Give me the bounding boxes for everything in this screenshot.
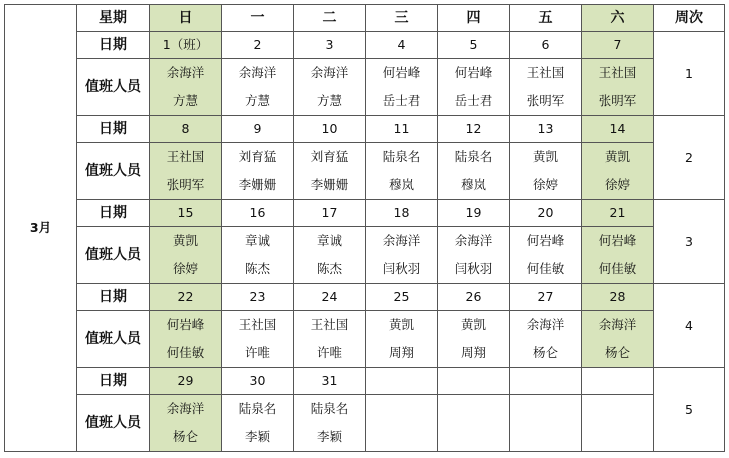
duty-person-primary: 陆泉名 [382, 149, 421, 164]
duty-person-secondary: 周翔 [388, 345, 414, 360]
duty-cell [150, 59, 222, 116]
date-cell: 31 [294, 368, 366, 395]
duty-person-secondary: 何佳敏 [526, 261, 565, 276]
duty-person-primary: 何岩峰 [382, 65, 421, 80]
header-row [5, 5, 725, 32]
date-cell: 7 [582, 32, 654, 59]
date-cell: 25 [366, 284, 438, 311]
duty-cell [438, 227, 510, 284]
date-cell: 14 [582, 116, 654, 143]
duty-cell [438, 311, 510, 368]
duty-cell [222, 395, 294, 452]
date-row [5, 200, 725, 227]
duty-person-secondary: 杨仑 [532, 345, 558, 360]
duty-person-secondary: 徐婷 [604, 177, 630, 192]
week-number-cell: 5 [654, 368, 725, 452]
duty-cell [366, 227, 438, 284]
weekday-header-tue: 二 [294, 5, 366, 32]
duty-person-primary: 王社国 [238, 317, 277, 332]
duty-person-secondary: 张明军 [166, 177, 205, 192]
date-cell: 30 [222, 368, 294, 395]
week-number-cell: 2 [654, 116, 725, 200]
duty-person-primary: 余海洋 [310, 65, 349, 80]
duty-cell [582, 143, 654, 200]
date-cell: 20 [510, 200, 582, 227]
date-cell: 9 [222, 116, 294, 143]
weekday-header-label: 星期 [77, 5, 150, 32]
duty-person-secondary: 李姗姗 [310, 177, 349, 192]
duty-person-secondary: 岳士君 [454, 93, 493, 108]
date-cell: 6 [510, 32, 582, 59]
date-row [5, 32, 725, 59]
date-cell: 24 [294, 284, 366, 311]
duty-person-primary: 王社国 [526, 65, 565, 80]
duty-person-secondary: 许唯 [316, 345, 342, 360]
date-cell: 4 [366, 32, 438, 59]
duty-person-primary: 余海洋 [166, 65, 205, 80]
duty-person-primary: 陆泉名 [238, 401, 277, 416]
duty-cell [294, 311, 366, 368]
date-row [5, 116, 725, 143]
date-cell: 10 [294, 116, 366, 143]
duty-cell [222, 227, 294, 284]
duty-person-secondary: 李姗姗 [238, 177, 277, 192]
duty-person-primary: 王社国 [166, 149, 205, 164]
duty-person-secondary: 张明军 [526, 93, 565, 108]
duty-cell [150, 395, 222, 452]
date-cell: 19 [438, 200, 510, 227]
date-cell: 27 [510, 284, 582, 311]
duty-person-primary: 黄凯 [460, 317, 486, 332]
duty-person-primary: 王社国 [598, 65, 637, 80]
duty-person-primary: 黄凯 [172, 233, 198, 248]
date-row [5, 284, 725, 311]
duty-person-primary: 黄凯 [388, 317, 414, 332]
duty-person-secondary: 方慧 [244, 93, 270, 108]
date-cell: 11 [366, 116, 438, 143]
date-cell: 12 [438, 116, 510, 143]
duty-person-primary: 何岩峰 [454, 65, 493, 80]
week-number-cell: 4 [654, 284, 725, 368]
duty-cell [294, 59, 366, 116]
duty-person-primary: 余海洋 [238, 65, 277, 80]
duty-cell [510, 311, 582, 368]
date-cell: 28 [582, 284, 654, 311]
date-cell: 13 [510, 116, 582, 143]
duty-row [5, 395, 725, 452]
duty-cell [438, 395, 510, 452]
duty-row-label: 值班人员 [77, 311, 150, 368]
date-cell: 15 [150, 200, 222, 227]
duty-cell [294, 143, 366, 200]
duty-person-secondary: 陈杰 [244, 261, 270, 276]
date-row-label: 日期 [77, 116, 150, 143]
duty-person-secondary: 方慧 [316, 93, 342, 108]
date-cell: 22 [150, 284, 222, 311]
duty-person-primary: 刘育猛 [238, 149, 277, 164]
duty-person-secondary: 穆岚 [388, 177, 414, 192]
date-cell: 16 [222, 200, 294, 227]
date-cell: 18 [366, 200, 438, 227]
date-cell: 1（班） [150, 32, 222, 59]
duty-person-secondary: 李颖 [316, 429, 342, 444]
duty-person-primary: 余海洋 [454, 233, 493, 248]
duty-person-primary: 陆泉名 [310, 401, 349, 416]
duty-cell [510, 227, 582, 284]
duty-person-primary: 黄凯 [532, 149, 558, 164]
roster-body [5, 5, 725, 452]
duty-row-label: 值班人员 [77, 59, 150, 116]
duty-cell [510, 59, 582, 116]
duty-cell [294, 395, 366, 452]
duty-person-primary: 陆泉名 [454, 149, 493, 164]
date-cell [510, 368, 582, 395]
duty-person-secondary: 徐婷 [172, 261, 198, 276]
duty-row-label: 值班人员 [77, 395, 150, 452]
duty-person-primary: 何岩峰 [598, 233, 637, 248]
duty-person-secondary: 闫秋羽 [454, 261, 493, 276]
date-row [5, 368, 725, 395]
date-row-label: 日期 [77, 32, 150, 59]
duty-cell [582, 395, 654, 452]
date-cell: 8 [150, 116, 222, 143]
duty-cell [294, 227, 366, 284]
week-number-cell: 3 [654, 200, 725, 284]
duty-person-secondary: 周翔 [460, 345, 486, 360]
duty-person-primary: 王社国 [310, 317, 349, 332]
duty-person-primary: 黄凯 [604, 149, 630, 164]
duty-person-primary: 刘育猛 [310, 149, 349, 164]
duty-cell [222, 59, 294, 116]
duty-row-label: 值班人员 [77, 227, 150, 284]
duty-roster-table [4, 4, 725, 452]
duty-cell [366, 311, 438, 368]
date-cell: 2 [222, 32, 294, 59]
week-number-header: 周次 [654, 5, 725, 32]
duty-person-secondary: 许唯 [244, 345, 270, 360]
weekday-header-mon: 一 [222, 5, 294, 32]
weekday-header-wed: 三 [366, 5, 438, 32]
duty-person-primary: 章诚 [316, 233, 342, 248]
weekday-header-sun: 日 [150, 5, 222, 32]
duty-person-secondary: 何佳敏 [598, 261, 637, 276]
duty-person-secondary: 杨仑 [604, 345, 630, 360]
duty-person-secondary: 陈杰 [316, 261, 342, 276]
date-cell: 3 [294, 32, 366, 59]
date-cell: 29 [150, 368, 222, 395]
duty-person-primary: 余海洋 [166, 401, 205, 416]
duty-person-secondary: 穆岚 [460, 177, 486, 192]
weekday-header-sat: 六 [582, 5, 654, 32]
date-cell: 23 [222, 284, 294, 311]
month-cell: 3月 [5, 5, 77, 452]
duty-cell [582, 227, 654, 284]
duty-cell [366, 143, 438, 200]
duty-cell [222, 311, 294, 368]
duty-person-primary: 何岩峰 [526, 233, 565, 248]
date-row-label: 日期 [77, 368, 150, 395]
duty-person-primary: 章诚 [244, 233, 270, 248]
duty-person-secondary: 闫秋羽 [382, 261, 421, 276]
duty-person-secondary: 徐婷 [532, 177, 558, 192]
week-number-cell: 1 [654, 32, 725, 116]
date-cell [438, 368, 510, 395]
date-cell: 26 [438, 284, 510, 311]
duty-person-secondary: 杨仑 [172, 429, 198, 444]
duty-person-secondary: 张明军 [598, 93, 637, 108]
duty-row [5, 143, 725, 200]
duty-person-secondary: 何佳敏 [166, 345, 205, 360]
duty-row [5, 227, 725, 284]
weekday-header-fri: 五 [510, 5, 582, 32]
duty-cell [510, 395, 582, 452]
duty-person-primary: 余海洋 [598, 317, 637, 332]
weekday-header-thu: 四 [438, 5, 510, 32]
duty-person-secondary: 李颖 [244, 429, 270, 444]
duty-cell [510, 143, 582, 200]
duty-person-primary: 余海洋 [382, 233, 421, 248]
date-cell: 17 [294, 200, 366, 227]
date-cell [582, 368, 654, 395]
date-cell: 21 [582, 200, 654, 227]
duty-cell [150, 227, 222, 284]
duty-cell [366, 395, 438, 452]
duty-cell [438, 143, 510, 200]
duty-cell [438, 59, 510, 116]
duty-cell [366, 59, 438, 116]
date-row-label: 日期 [77, 284, 150, 311]
duty-row [5, 311, 725, 368]
duty-person-secondary: 方慧 [172, 93, 198, 108]
duty-cell [150, 311, 222, 368]
duty-cell [150, 143, 222, 200]
duty-person-secondary: 岳士君 [382, 93, 421, 108]
duty-row-label: 值班人员 [77, 143, 150, 200]
date-cell [366, 368, 438, 395]
duty-cell [582, 59, 654, 116]
duty-person-primary: 余海洋 [526, 317, 565, 332]
duty-cell [222, 143, 294, 200]
date-row-label: 日期 [77, 200, 150, 227]
duty-cell [582, 311, 654, 368]
duty-person-primary: 何岩峰 [166, 317, 205, 332]
duty-row [5, 59, 725, 116]
date-cell: 5 [438, 32, 510, 59]
